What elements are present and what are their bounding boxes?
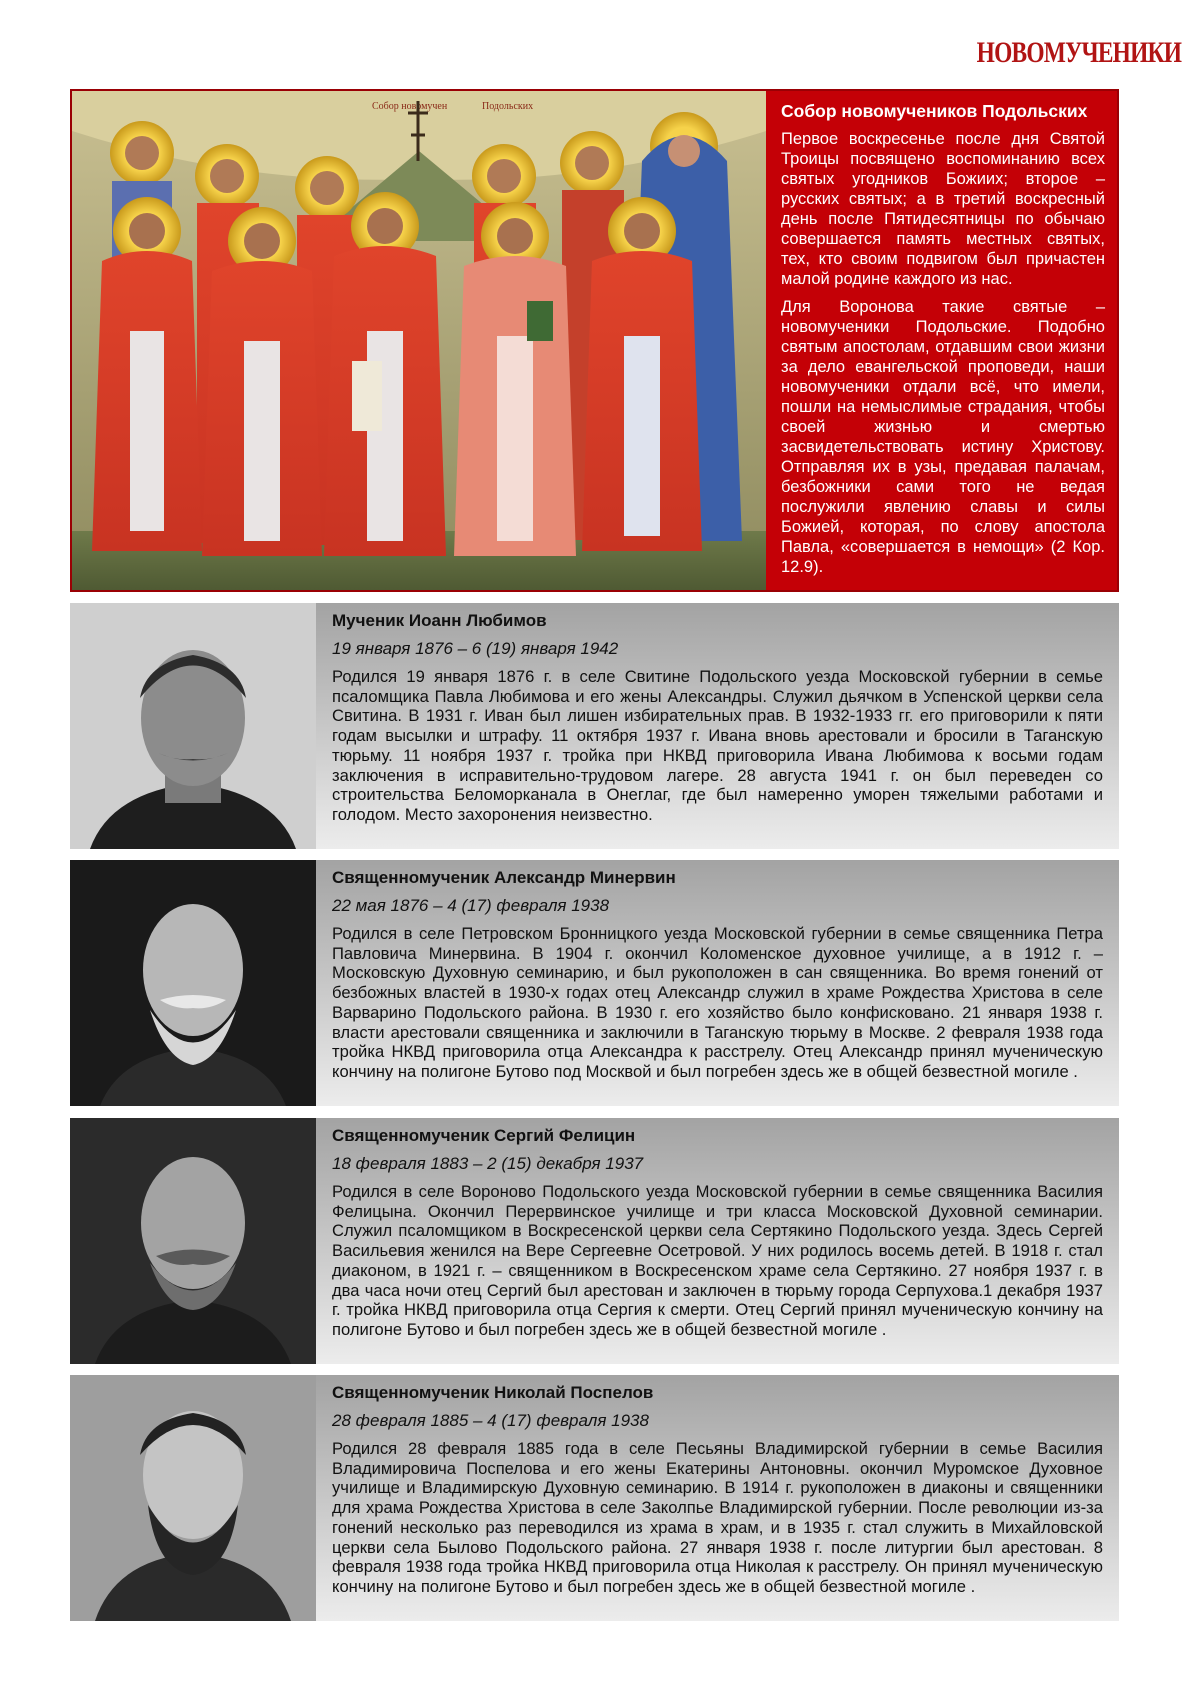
portrait-photo [70,1118,316,1364]
bio-paragraph: Родился в селе Петровском Бронницкого уезда Московской губернии в семье священника Петра Павловича Минервина. В 1904 г. окончил Коломенское духовное училище, а в 1912 г. – Московскую Духовную семинарию, и был рукоположен в сан священника. Во время гонений от безбожных властей в 1930-х годах отец Александр служил в храме Рождества Христова в селе Варварино Подольского района. В 1930 г. его хозяйство было конфисковано. 21 января 1938 г. власти арестовали священника и заключили в Таганскую тюрьму в Москве. 2 февраля 1938 года тройка НКВД приговорила отца Александра к расстрелу. Отец Александр принял мученическую кончину на полигоне Бутово под Москвой и был погребен здесь же в общей безвестной могиле . [332,924,1103,1081]
icon-caption-left: Собор новомучен [372,101,448,112]
bio-card [70,1375,1119,1621]
feature-text [781,99,1105,585]
feature-paragraph: Для Воронова такие святые – новомученики Подольские. Подобно святым апостолам, отдавшим свои жизни за дело евангельской проповеди, наши новомученики отдали всё, что имели, пошли на немыслимые страдания, чтобы своей жизнью и смертью засвидетельствовать истину Христову. Отправляя их в узы, предавая палачам, безбожники сами того не ведая послужили явлению славы и силы Божией, которая, по слову апостола Павла, «совершается в немощи» (2 Кор. 12.9). [781,298,1105,576]
bio-dates: 19 января 1876 – 6 (19) января 1942 [332,639,619,658]
portrait-photo [70,603,316,849]
bio-dates: 28 февраля 1885 – 4 (17) февраля 1938 [332,1411,649,1430]
bio-dates: 18 февраля 1883 – 2 (15) декабря 1937 [332,1154,644,1173]
bio-name: Священномученик Николай Поспелов [332,1383,654,1402]
icon-caption-right: Подольских [482,101,534,112]
bio-card [70,603,1119,849]
bio-name: Мученик Иоанн Любимов [332,611,547,630]
bio-card [70,1118,1119,1364]
bio-name: Священномученик Александр Минервин [332,868,676,887]
portrait-photo [70,860,316,1106]
bio-dates: 22 мая 1876 – 4 (17) февраля 1938 [332,896,610,915]
bio-text [332,1124,1103,1340]
bio-text [332,866,1103,1082]
bio-name: Священномученик Сергий Фелицин [332,1126,636,1145]
feature-paragraph: Первое воскресенье после дня Святой Троицы посвящено воспоминанию всех святых угодников Божиих; второе – русских святых; а в третий воскресный день после Пятидесятницы по обычаю совершается память местных святых, тех, кто своим подвигом был причастен малой родине каждого из нас. [781,130,1105,288]
bio-paragraph: Родился в селе Вороново Подольского уезда Московской губернии в семье священника Василия Фелицына. Окончил Перервинское училище и три класса Московской Духовной семинарии. Служил псаломщиком в Воскресенской церкви села Сертякино Подольского уезда. Здесь Сергей Васильевия женился на Вере Сергеевне Осетровой. У них родилось восемь детей. В 1918 г. стал диаконом, в 1921 г. – священником в Воскресенском храме села Сертякино. 27 ноября 1937 г. в два часа ночи отец Сергий был арестован и заключен в тюрьму города Серпухова.1 декабря 1937 г. тройка НКВД приговорила отца Сергия к смерти. Отец Сергий принял мученическую кончину на полигоне Бутово и был погребен здесь же в общей безвестной могиле . [332,1182,1103,1339]
feature-block [70,89,1119,592]
bio-card [70,860,1119,1106]
section-header: НОВОМУЧЕНИКИ [976,36,1181,69]
portrait-photo [70,1375,316,1621]
bio-paragraph: Родился 28 февраля 1885 года в селе Песьяны Владимирской губернии в семье Василия Владимировича Поспелова и его жены Екатерины Антоновны. окончил Муромское Духовное училище и Владимирскую Духовную семинарию. В 1914 г. рукоположен в диаконы и священники для храма Рождества Христова в селе Заколпье Владимирской губернии. После революции из-за гонений несколько раз переводился из храма в храм, и в 1935 г. стал служить в Михайловской церкви села Былово Подольского района. 27 января 1938 г. после литургии был арестован. 8 февраля 1938 года тройка НКВД приговорила отца Николая к расстрелу. Он принял мученическую кончину на полигоне Бутово и был погребен здесь же в общей безвестной могиле . [332,1439,1103,1596]
bio-text [332,1381,1103,1597]
feature-title: Собор новомучеников Подольских [781,101,1088,121]
bio-paragraph: Родился 19 января 1876 г. в селе Свитине Подольского уезда Московской губернии в семье псаломщика Павла Любимова и его жены Александры. Служил дьячком в Успенской церкви села Свитина. В 1931 г. Иван был лишен избирательных прав. В 1932-1933 гг. его приговорили к пяти годам высылки и штрафу. 11 октября 1937 г. Ивана вновь арестовали и бросили в Таганскую тюрьму. 11 ноября 1937 г. тройка при НКВД приговорила Ивана Любимова к восьми годам заключения в исправительно-трудовом лагере. 28 августа 1941 г. он был переведен со строительства Беломорканала в Онеглаг, где был намеренно уморен тяжелыми работами и голодом. Место захоронения неизвестно. [332,667,1103,824]
icon-painting-image [72,91,766,590]
bio-text [332,609,1103,825]
